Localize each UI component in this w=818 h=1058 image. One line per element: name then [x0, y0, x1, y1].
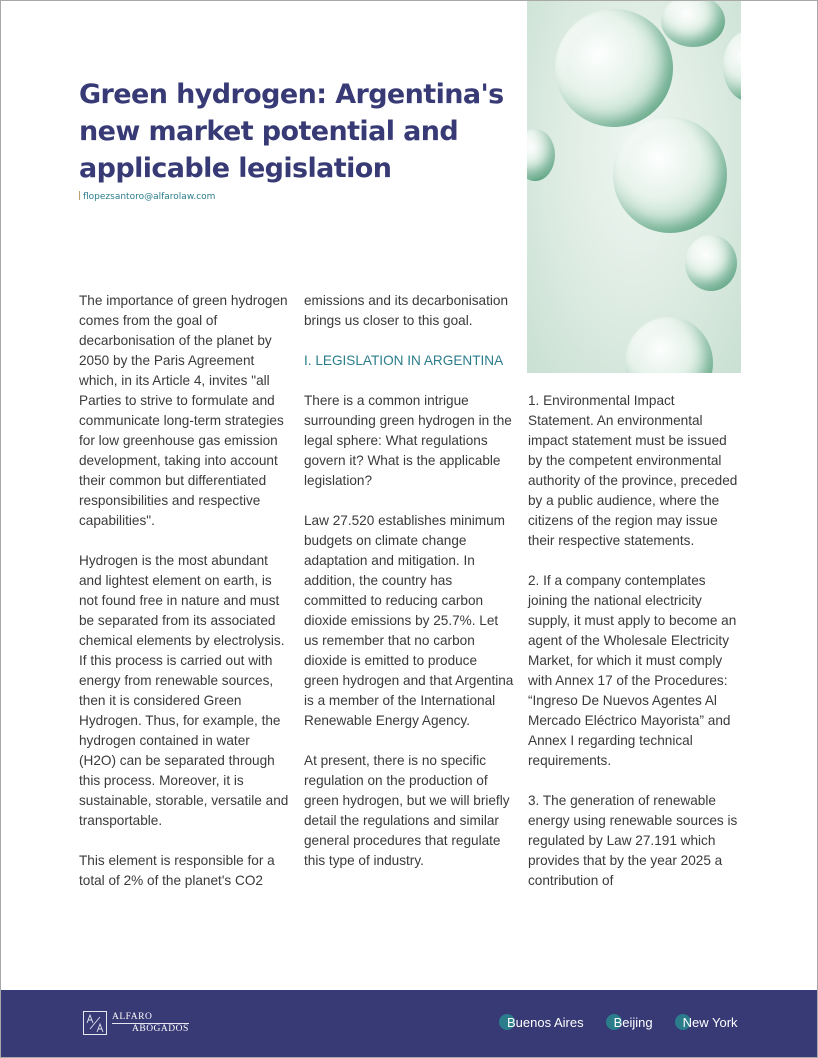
paragraph: Hydrogen is the most abundant and lightest element on earth, is not found free in nature and must be separated from its associated chemical elements by electrolysis. If this process is carried out with energy from renewable sources, then it is considered Green Hydrogen. Thus, for example, the hydrogen contained in water (H2O) can be separated through this process. Moreover, it is sustainable, storable, versatile and transportable. [79, 553, 289, 828]
logo-mark-icon [83, 1011, 107, 1035]
firm-logo [83, 1011, 189, 1035]
list-paragraph: 3. The generation of renewable energy using renewable sources is regulated by Law 27.191 which provides that by the year 2025 a contribution of [528, 793, 738, 888]
paragraph: The importance of green hydrogen comes from the goal of decarbonisation of the planet by 2050 by the Paris Agreement which, in its Article 4, invites "all Parties to strive to formulate and communicate long-term strategies for low greenhouse gas emission development, taking into account their common but differentiated responsibilities and respective capabilities". [79, 293, 288, 528]
author-email-link[interactable]: flopezsantoro@alfarolaw.com [83, 192, 216, 202]
logo-text-line2: ABOGADOS [112, 1023, 189, 1035]
author-byline [79, 191, 215, 202]
paragraph: There is a common intrigue surrounding green hydrogen in the legal sphere: What regulations govern it? What is the applicable legislation? [304, 393, 512, 488]
logo-text-line1: ALFARO [112, 1011, 153, 1022]
office-locations [499, 1015, 760, 1030]
paragraph: Law 27.520 establishes minimum budgets on climate change adaptation and mitigation. In addition, the country has committed to reducing carbon dioxide emissions by 25.7%. Let us remember that no carbon dioxide is emitted to produce green hydrogen and that Argentina is a member of the International Renewable Energy Agency. [304, 513, 514, 728]
list-paragraph: 2. If a company contemplates joining the national electricity supply, it must apply to become an agent of the Wholesale Electricity Market, for which it must comply with Annex 17 of the Procedures: “Ingreso De Nuevos Agentes Al Mercado Eléctrico Mayorista” and Annex I regarding technical requirements. [528, 573, 737, 768]
article-title: Green hydrogen: Argentina's new market potential and applicable legislation [79, 79, 504, 184]
text-column-1 [79, 291, 289, 911]
paragraph: emissions and its decarbonisation brings us closer to this goal. [304, 293, 509, 328]
office-beijing: Beijing [606, 1015, 653, 1030]
hero-bubbles-image [527, 1, 741, 373]
section-heading: I. LEGISLATION IN ARGENTINA [304, 353, 504, 368]
office-buenos-aires: Buenos Aires [499, 1015, 584, 1030]
paragraph: This element is responsible for a total of 2% of the planet's CO2 [79, 853, 275, 888]
text-column-3 [528, 391, 738, 911]
list-paragraph: 1. Environmental Impact Statement. An environmental impact statement must be issued by the competent environmental authority of the province, preceded by a public audience, where the citizens of the region may issue their respective statements. [528, 393, 738, 548]
text-column-2 [304, 291, 514, 891]
footer-bar [1, 990, 817, 1057]
office-new-york: New York [675, 1015, 738, 1030]
byline-divider [79, 191, 80, 200]
paragraph: At present, there is no specific regulation on the production of green hydrogen, but we will briefly detail the regulations and similar general procedures that regulate this type of industry. [304, 753, 510, 868]
